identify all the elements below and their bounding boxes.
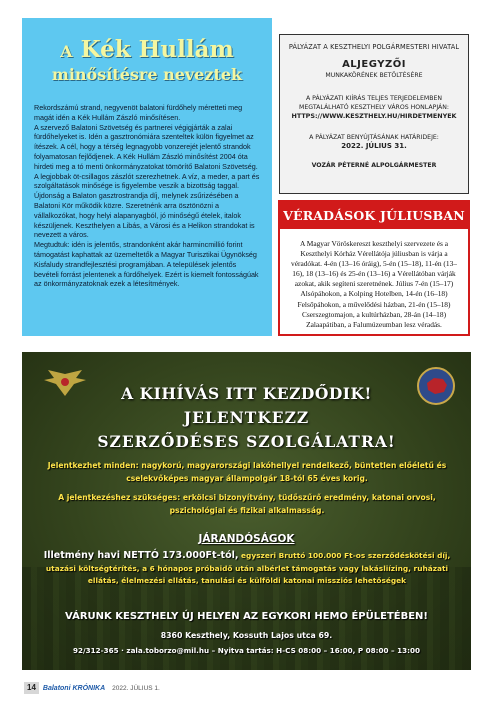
magazine-name: Balatoni KRÓNIKA bbox=[42, 684, 106, 692]
ad-call-to-action: VÁRUNK KESZTHELY ÚJ HELYEN AZ EGYKORI HEMO ÉPÜLETÉBEN! bbox=[65, 611, 428, 622]
page-number: 14 bbox=[24, 682, 39, 694]
kek-hullam-article bbox=[22, 18, 272, 336]
ad-headline-3: SZERZŐDÉSES SZOLGÁLATRA! bbox=[97, 432, 396, 451]
title-prefix: A bbox=[60, 42, 73, 61]
benefits-title: JÁRANDÓSÁGOK bbox=[198, 533, 295, 545]
benefits-text bbox=[32, 550, 462, 588]
ad-address: 8360 Keszthely, Kossuth Lajos utca 69. bbox=[160, 631, 333, 640]
ad-headline-1: A KIHÍVÁS ITT KEZDŐDIK! bbox=[121, 384, 372, 403]
notice-url-link[interactable]: HTTPS://WWW.KESZTHELY.HU/HIRDETMENYEK bbox=[291, 112, 457, 120]
eligibility-text: Jelentkezhet minden: nagykorú, magyarországi lakóhellyel rendelkező, büntetlen előéletű és cselekvőképes magyar állampolgár 18-tól 65 éves korig. bbox=[47, 461, 447, 483]
article-paragraph: Megtudtuk: idén is jelentős, strandonként akár harmincmillió forint támogatást kaphattak az üzemeltetők a Magyar Turisztikai Ügynökség Kisfaludy strandfejlesztési programjában. A települések jelentős bevételi forrást jelentenek a fürdőhelyek. Ezért is kiemelt fontosságúak az önkormányzatoknak ezek a létesítmények. bbox=[34, 240, 259, 289]
title-main: Kék Hullám bbox=[80, 36, 234, 63]
notice-deadline-date: 2022. JÚLIUS 31. bbox=[341, 142, 407, 150]
title-line2: minősítésre neveztek bbox=[51, 65, 243, 84]
notice-subtitle: MUNKAKÖRÉNEK BETÖLTÉSÉRE bbox=[325, 72, 423, 79]
notice-title: ALJEGYZŐI bbox=[342, 59, 406, 70]
article-body bbox=[34, 103, 260, 289]
article-paragraph: Rekordszámú strand, negyvenöt balatoni fürdőhely méretteti meg magát idén a Kék Hullám Zászló minősítésen. bbox=[34, 103, 243, 122]
job-notice-box bbox=[279, 34, 469, 194]
notice-signature: VOZÁR PÉTERNÉ ALPOLGÁRMESTER bbox=[311, 162, 437, 169]
military-recruitment-ad bbox=[22, 352, 471, 670]
page-footer bbox=[24, 682, 160, 694]
notice-text: A PÁLYÁZATI KIÍRÁS TELJES TERJEDELEMBEN MEGTALÁLHATÓ KESZTHELY VÁROS HONLAPJÁN: bbox=[299, 95, 449, 111]
notice-header: PÁLYÁZAT A KESZTHELYI POLGÁRMESTERI HIVATAL bbox=[288, 43, 460, 51]
blood-donation-box bbox=[278, 200, 470, 336]
salary-amount: Illetmény havi NETTÓ 173.000Ft-tól, bbox=[43, 550, 239, 561]
blood-donation-text: A Magyar Vöröskereszt keszthelyi szervezete és a Keszthelyi Kórház Vérellátója júliusban is várja a véradókat. 4-én (13–16 óráig), 5-én (15–18), 11-én (13–16), 18 (13–16) és 25-én (13–16) a Vérellátóban várják azokat, akik segíteni szeretnének. Július 7-én (15–17) Alsópáhokon, a Kolping Hotelben, 14-én (16–18) Felsőpáhokon, a művelődési házban, 21-én (15–18) Cserszegtomajon, a kultúrházban, 28-án (14–18) Zalaapátiban, a Falumúzeumban lesz véradás. bbox=[291, 239, 457, 329]
ad-contact-info: 92/312-365 · zala.toborzo@mil.hu – Nyitva tartás: H-CS 08:00 – 16:00, P 08:00 – 13:00 bbox=[73, 646, 420, 655]
requirements-text: A jelentkezéshez szükséges: erkölcsi bizonyítvány, tüdőszűrő eredmény, katonai orvosi, pszichológiai és fizikai alkalmasság. bbox=[58, 493, 436, 515]
benefits-list: egyszeri Bruttó 100.000 Ft-os szerződéskötési díj, utazási költségtérítés, a 6 hónapos próbaidő után albérlet támogatás vagy lakásliízing, ruházati ellátás, élelmezési ellátás, tanulási és külföldi katonai missziós lehetőségek bbox=[45, 551, 451, 585]
blood-donation-title: VÉRADÁSOK JÚLIUSBAN bbox=[280, 202, 468, 229]
notice-deadline-label: A PÁLYÁZAT BENYÚJTÁSÁNAK HATÁRIDEJE: bbox=[309, 134, 439, 141]
issue-date: 2022. JÚLIUS 1. bbox=[112, 684, 160, 692]
article-paragraph: A szervező Balatoni Szövetség és partnerei végigjárták a zalai fürdőhelyeket is. Idén a gasztronómiára szenteltek külön figyelmet az ítészek. A cél, hogy a térség legnagyobb vonzerejét jelentő strandok folyamatosan fejlődjenek. A Kék Hullám Zászló minősítést 2004 óta hirdeti meg a tó menti önkormányzatokat tömörítő Balatoni Szövetség. A legjobbak öt-csillagos zászlót szerezhetnek. A víz, a meder, a part és szolgáltatások minősége is figyelembe veszik a bizottság taggal. Újdonság a Balaton gasztrostrandja díj, melynek zsűrizésében a Balatoni Kör működik közre. Szeretnénk arra ösztönözni a vállalkozókat, hogy helyi alapanyagból, jó minőségű ételek, italok készüljenek. Keszthelyen a Libás, a Városi és a Helikon strandokat is nevezett a város. bbox=[34, 122, 260, 240]
article-title bbox=[34, 36, 260, 85]
ad-headline-2: JELENTKEZZ bbox=[183, 408, 310, 427]
